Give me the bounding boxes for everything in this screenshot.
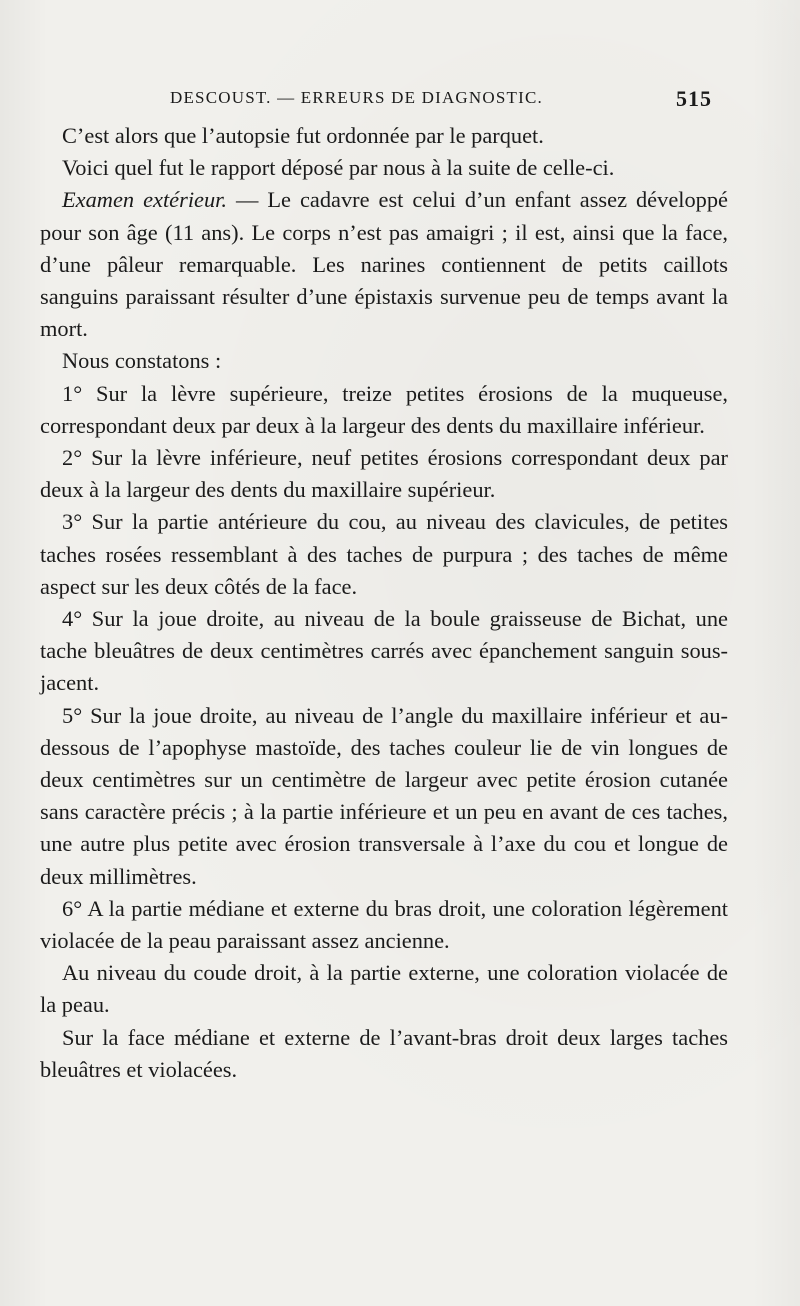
paragraph-nous-constatons: Nous constatons : [62,348,222,374]
page-header [40,86,712,116]
paragraph-avant-bras: Sur la face médiane et externe de l’avant-bras droit deux larges taches bleuâtres et violacées. [40,1024,728,1082]
finding-4: 4° Sur la joue droite, au niveau de la boule graisseuse de Bichat, une tache bleuâtres de deux centimètres carrés avec épanchement sanguin sous-jacent. [40,606,728,696]
page-number: 515 [676,86,712,111]
finding-1: 1° Sur la lèvre supérieure, treize petites érosions de la muqueuse, correspondant deux par deux à la largeur des dents du maxillaire inférieur. [40,380,728,438]
paragraph-autopsie: C’est alors que l’autopsie fut ordonnée par le parquet. [62,123,544,148]
section-heading-examen: Examen extérieur. [62,187,228,213]
finding-5: 5° Sur la joue droite, au niveau de l’angle du maxillaire inférieur et au-dessous de l’apophyse mastoïde, des taches couleur lie de vin longues de deux centimètres sur un centimètre de largeur avec petite érosion cutanée sans caractère précis ; à la partie inférieure et un peu en avant de ces taches, une autre plus petite avec érosion transversale à l’axe du cou et longue de deux millimètres. [40,702,728,889]
examen-text: — Le cadavre est celui d’un enfant assez développé pour son âge (11 ans). Le corps n’est pas amaigri ; il est, ainsi que la face, d’une pâleur remarquable. Les narines contiennent de petits caillots sanguins paraissant résulter d’une épistaxis survenue peu de temps avant la mort. [40,187,729,342]
finding-6: 6° A la partie médiane et externe du bras droit, une coloration légèrement violacée de la peau paraissant assez ancienne. [40,895,728,954]
paragraph-examen-exterieur [40,184,728,345]
running-head: DESCOUST. — ERREURS DE DIAGNOSTIC. [170,88,543,107]
paragraph-coude: Au niveau du coude droit, à la partie externe, une coloration violacée de la peau. [40,960,728,1018]
paragraph-rapport: Voici quel fut le rapport déposé par nous à la suite de celle-ci. [62,155,615,181]
finding-2: 2° Sur la lèvre inférieure, neuf petites érosions correspondant deux par deux à la largeur des dents du maxillaire supérieur. [40,445,728,503]
body-text [40,120,728,1086]
finding-3: 3° Sur la partie antérieure du cou, au niveau des clavicules, de petites taches rosées ressemblant à des taches de purpura ; des taches de même aspect sur les deux côtés de la face. [40,509,728,599]
